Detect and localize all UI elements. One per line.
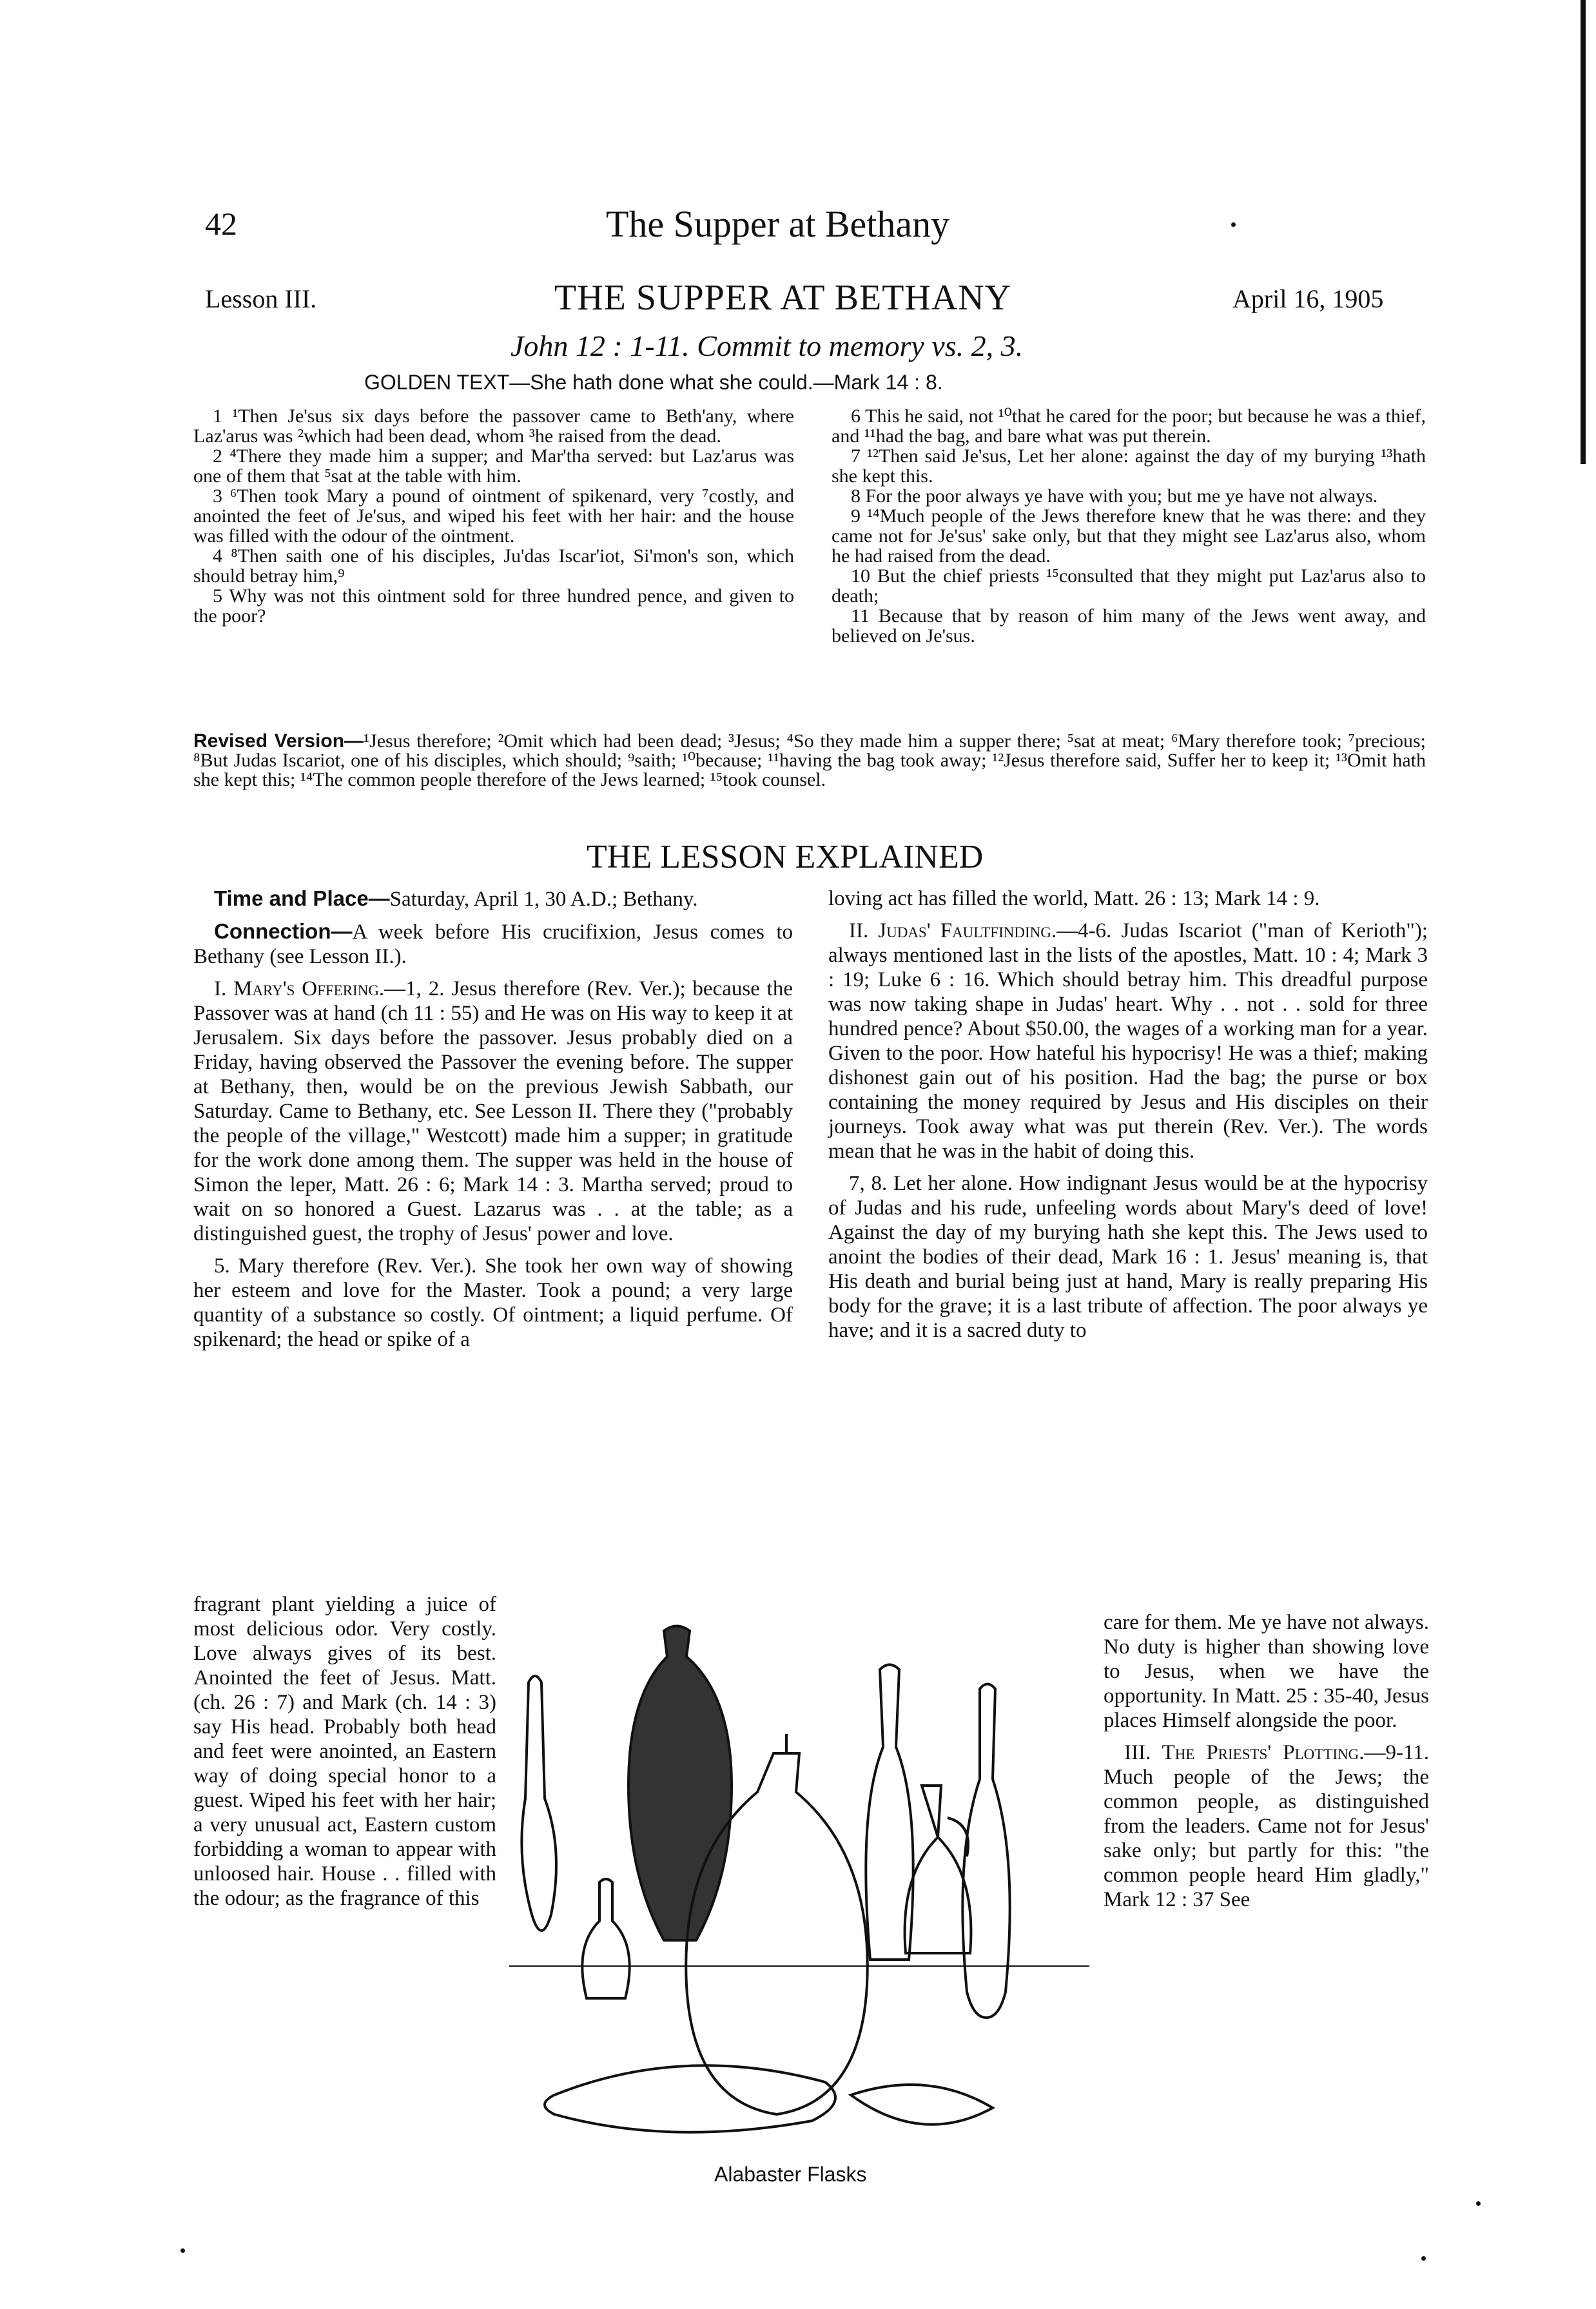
verse-8: 8 For the poor always ye have with you; but me ye have not always. [851, 485, 1378, 507]
lesson-date: April 16, 1905 [1232, 284, 1384, 313]
verse-1: 1 ¹Then Je'sus six days before the passover came to Beth'any, where Laz'arus was ²which had been dead, whom ³he raised from the dead. [193, 405, 794, 447]
verse-5-commentary: 5. Mary therefore (Rev. Ver.). She took her own way of showing her esteem and love for the Master. Took a pound; a very large quantity of a substance so costly. Of ointment; a liquid perfume. Of spikenard; the head or spike of a [193, 1254, 793, 1351]
revised-version-text: ¹Jesus therefore; ²Omit which had been dead; ³Jesus; ⁴So they made him a supper there; ⁵sat at meat; ⁶Mary therefore took; ⁷precious; ⁸But Judas Iscariot, one of his disciples, which should; ⁹saith; ¹⁰because; ¹¹having the bag took away; ¹²Jesus therefore said, Suffer her to keep it; ¹³Omit hath she kept this; ¹⁴The common people therefore of the Jews learned; ¹⁵took counsel. [193, 730, 1426, 790]
verse-11: 11 Because that by reason of him many of the Jews went away, and believed on Je'sus. [832, 605, 1426, 647]
golden-text: GOLDEN TEXT—She hath done what she could.—Mark 14 : 8. [364, 371, 943, 394]
verse-5: 5 Why was not this ointment sold for three hundred pence, and given to the poor? [193, 585, 794, 627]
marys-offering-text: Jesus therefore (Rev. Ver.); because the Passover was at hand (ch 11 : 55) and He was on His way to keep it at Jerusalem. Six days before the passover. Jesus probably died on a Friday, having observed the Passover the evening before. The supper at Bethany, then, would be on the previous Jewish Sabbath, our Saturday. Came to Bethany, etc. See Lesson II. There they ("probably the people of the village," Westcott) made him a supper; in gratitude for the work done among them. The supper was held in the house of Simon the leper, Matt. 26 : 6; Mark 14 : 3. Martha served; proud to wait on so honored a Guest. Lazarus was . . at the table; as a distinguished guest, the trophy of Jesus' power and love. [193, 977, 793, 1245]
spikenard-commentary: fragrant plant yielding a juice of most delicious odor. Very costly. Love always gives of its best. Anointed the feet of Jesus. Matt. (ch. 26 : 7) and Mark (ch. 14 : 3) say His head. Probably both head and feet were anointed, an Eastern way of doing special honor to a guest. Wiped his feet with her hair; a very unusual act, Eastern custom forbidding a woman to appear with unloosed hair. House . . filled with the odour; as the fragrance of this [193, 1593, 496, 1910]
verse-9: 9 ¹⁴Much people of the Jews therefore knew that he was there: and they came not for Je'sus' sake only, but that they might see Laz'arus also, whom he had raised from the dead. [832, 505, 1426, 567]
me-ye-have-not-commentary: care for them. Me ye have not always. No duty is higher than showing love to Jesus, when we have the opportunity. In Matt. 25 : 35-40, Jesus places Himself alongside the poor. [1104, 1611, 1429, 1732]
figure-caption: Alabaster Flasks [714, 2163, 867, 2186]
verse-10: 10 But the chief priests ¹⁵consulted that they might put Laz'arus also to death; [832, 565, 1426, 607]
verse-7: 7 ¹²Then said Je'sus, Let her alone: against the day of my burying ¹³hath she kept this. [832, 445, 1426, 487]
alabaster-flasks-illustration [503, 1605, 1096, 2172]
judas-heading: II. Judas' Faultfinding.—4-6. [849, 919, 1112, 942]
explanation-left-wrap [193, 1592, 496, 1918]
verse-2: 2 ⁴There they made him a supper; and Mar'tha served: but Laz'arus was one of them that ⁵sat at the table with him. [193, 445, 794, 487]
priests-heading: III. The Priests' Plotting.—9-11. [1124, 1741, 1429, 1764]
scan-speck [1421, 2256, 1426, 2261]
scan-speck [1476, 2201, 1481, 2206]
marys-offering-heading: I. Mary's Offering.—1, 2. [214, 977, 445, 1000]
lesson-explained-heading: THE LESSON EXPLAINED [587, 839, 984, 875]
verses-right-column [832, 406, 1426, 646]
section-judas-faultfinding [828, 919, 1428, 1164]
continued-paragraph: loving act has filled the world, Matt. 26 : 13; Mark 14 : 9. [828, 887, 1320, 910]
revised-version-label: Revised Version— [193, 730, 364, 752]
scan-edge-line [1581, 0, 1586, 464]
flasks-drawing [503, 1605, 1096, 2159]
verse-3: 3 ⁶Then took Mary a pound of ointment of spikenard, very ⁷costly, and anointed the feet of Je'sus, and wiped his feet with her hair: and the house was filled with the odour of the ointment. [193, 485, 794, 547]
connection [193, 919, 793, 969]
lesson-number: Lesson III. [205, 284, 317, 313]
page-number: 42 [205, 206, 237, 242]
time-place-text: Saturday, April 1, 30 A.D.; Bethany. [389, 888, 698, 911]
explanation-left-column [193, 886, 793, 1359]
section-marys-offering [193, 977, 793, 1246]
verse-4: 4 ⁸Then saith one of his disciples, Ju'das Iscar'iot, Si'mon's son, which should betray him,⁹ [193, 545, 794, 587]
lesson-title: THE SUPPER AT BETHANY [554, 278, 1012, 318]
verses-left-column [193, 406, 794, 626]
let-her-alone-commentary: 7, 8. Let her alone. How indignant Jesus would be at the hypocrisy of Judas and his rude, unfeeling words about Mary's deed of love! Against the day of my burying hath she kept this. The Jews used to anoint the bodies of their dead, Mark 16 : 1. Jesus' meaning is, that His death and burial being just at hand, Mary is really preparing His body for the grave; it is a last tribute of affection. The poor always ye have; and it is a sacred duty to [828, 1172, 1428, 1342]
time-and-place [193, 886, 793, 911]
scan-speck [180, 2248, 185, 2253]
explanation-right-wrap [1104, 1610, 1429, 1920]
connection-text: A week before His crucifixion, Jesus comes to Bethany (see Lesson II.). [193, 921, 793, 968]
verse-6: 6 This he said, not ¹⁰that he cared for the poor; but because he was a thief, and ¹¹had the bag, and bare what was put therein. [832, 405, 1426, 447]
scan-speck [1231, 222, 1236, 227]
judas-text: Judas Iscariot ("man of Kerioth"); always mentioned last in the lists of the apostles, Matt. 10 : 4; Mark 3 : 19; Luke 6 : 16. Which should betray him. This dreadful purpose was now taking shape in Judas' heart. Why . . not . . sold for three hundred pence? About $50.00, the wages of a working man for a year. Given to the poor. How hateful his hypocrisy! He was a thief; making dishonest gain out of his position. Had the bag; the purse or box containing the money required by Jesus and His disciples on their journeys. Took away what was put therein (Rev. Ver.). The words mean that he was in the habit of doing this. [828, 919, 1428, 1163]
scripture-reference: John 12 : 1-11. Commit to memory vs. 2, 3. [511, 329, 1024, 362]
connection-label: Connection— [214, 919, 353, 943]
time-place-label: Time and Place— [214, 886, 390, 910]
revised-version-notes [193, 732, 1426, 790]
priests-text: Much people of the Jews; the common people, as distinguished from the leaders. Came not for Jesus' sake only; but partly for this: "the common people heard Him gladly," Mark 12 : 37 See [1104, 1766, 1429, 1911]
section-priests-plotting [1104, 1740, 1429, 1912]
explanation-right-column [828, 886, 1428, 1350]
running-head: The Supper at Bethany [606, 203, 950, 245]
